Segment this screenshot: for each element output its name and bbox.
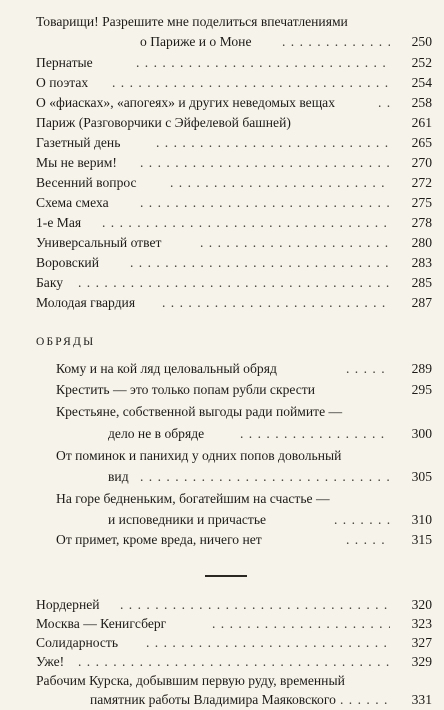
- toc-entry: [0, 614, 444, 634]
- toc-entry: [0, 113, 444, 133]
- toc-entry: [0, 652, 444, 672]
- toc-entry-title: Кому и на кой ляд целовальный обряд: [56, 361, 277, 376]
- toc-entry-title: Пернатые: [36, 55, 93, 70]
- toc-entry: [0, 595, 444, 615]
- leader-dots: [136, 53, 390, 73]
- toc-entry-page: 287: [411, 295, 432, 310]
- toc-entry-title: О «фиасках», «апогеях» и других неведомых вещах: [36, 95, 335, 110]
- toc-entry-title: Схема смеха: [36, 195, 109, 210]
- toc-entry-title: Баку: [36, 275, 64, 290]
- leader-dots: [120, 595, 390, 615]
- toc-entry-page: 320: [411, 597, 432, 612]
- toc-entry-title: Москва — Кенигсберг: [36, 616, 167, 631]
- toc-entry: [0, 424, 444, 444]
- toc-entry: [0, 293, 444, 313]
- leader-dots: [140, 193, 390, 213]
- toc-entry: [0, 213, 444, 233]
- toc-entry: [0, 633, 444, 653]
- toc-entry: [0, 530, 444, 550]
- toc-entry-page: 280: [411, 235, 432, 250]
- toc-entry-title: Солидарность: [36, 635, 119, 650]
- toc-entry: [0, 173, 444, 193]
- toc-entry-title: Воровский: [36, 255, 99, 270]
- toc-entry-title-line1: Рабочим Курска, добывшим первую руду, временный: [36, 673, 345, 688]
- leader-dots: [162, 293, 390, 313]
- toc-entry-page: 270: [411, 155, 432, 170]
- toc-entry-title: и исповедники и причастье: [108, 512, 267, 527]
- toc-entry-page: 331: [411, 692, 432, 707]
- leader-dots: [200, 233, 390, 253]
- toc-entry: [0, 233, 444, 253]
- toc-entry-page: 329: [411, 654, 432, 669]
- toc-entry: [0, 73, 444, 93]
- leader-dots: [346, 359, 390, 379]
- leader-dots: [378, 93, 390, 113]
- leader-dots: [212, 614, 390, 634]
- toc-entry-page: 315: [411, 532, 432, 547]
- toc-entry-title: о Париже и о Моне: [140, 34, 252, 49]
- toc-entry: [0, 93, 444, 113]
- toc-entry-page: 300: [411, 426, 432, 441]
- toc-entry-title: Универсальный ответ: [36, 235, 162, 250]
- toc-entry-first-line: [0, 671, 444, 691]
- toc-entry-title: Молодая гвардия: [36, 295, 136, 310]
- leader-dots: [140, 153, 390, 173]
- leader-dots: [78, 273, 390, 293]
- toc-entry-title: Нордерней: [36, 597, 100, 612]
- toc-entry: [0, 133, 444, 153]
- section-heading-rites: ОБРЯДЫ: [36, 336, 96, 348]
- leader-dots: [240, 424, 390, 444]
- leader-dots: [156, 133, 390, 153]
- toc-entry-title: Мы не верим!: [36, 155, 117, 170]
- toc-entry-title: Париж (Разговорчики с Эйфелевой башней): [36, 115, 291, 130]
- toc-entry: [0, 690, 444, 710]
- toc-entry-page: 275: [411, 195, 432, 210]
- toc-entry-title: вид: [108, 469, 129, 484]
- toc-entry-title: От примет, кроме вреда, ничего нет: [56, 532, 262, 547]
- toc-entry-title-line1: Крестьяне, собственной выгоды ради поймите —: [56, 404, 343, 419]
- leader-dots: [340, 690, 390, 710]
- toc-entry-title-line1: На горе бедненьким, богатейшим на счастье —: [56, 491, 330, 506]
- toc-entry: [0, 510, 444, 530]
- toc-entry: [0, 380, 444, 400]
- toc-entry-page: 310: [411, 512, 432, 527]
- toc-entry-title-line1: От поминок и панихид у одних попов довольный: [56, 448, 342, 463]
- separator-rule: [205, 575, 247, 577]
- toc-entry-first-line: [0, 489, 444, 509]
- leader-dots: [140, 467, 390, 487]
- toc-entry-first-line: [0, 402, 444, 422]
- toc-entry-title: памятник работы Владимира Маяковского: [90, 692, 336, 707]
- toc-entry: [0, 193, 444, 213]
- toc-entry-page: 285: [411, 275, 432, 290]
- toc-entry: [0, 253, 444, 273]
- toc-entry: [0, 273, 444, 293]
- leader-dots: [334, 510, 390, 530]
- toc-entry-first-line: [0, 12, 444, 32]
- toc-entry-page: 295: [411, 382, 432, 397]
- leader-dots: [146, 633, 390, 653]
- toc-entry-page: 252: [411, 55, 432, 70]
- toc-entry-page: 278: [411, 215, 432, 230]
- toc-entry-page: 254: [411, 75, 432, 90]
- toc-entry-page: 327: [411, 635, 432, 650]
- toc-entry-page: 265: [411, 135, 432, 150]
- toc-entry: [0, 153, 444, 173]
- toc-entry: [0, 359, 444, 379]
- leader-dots: [102, 213, 390, 233]
- toc-entry-title: Крестить — это только попам рубли скрести: [56, 382, 315, 397]
- toc-entry-title: Весенний вопрос: [36, 175, 137, 190]
- toc-entry-page: 258: [411, 95, 432, 110]
- toc-entry-page: 250: [411, 34, 432, 49]
- toc-entry-page: 261: [411, 115, 432, 130]
- toc-entry: [0, 53, 444, 73]
- toc-entry-title: О поэтах: [36, 75, 89, 90]
- toc-entry: [0, 467, 444, 487]
- toc-entry-first-line: [0, 446, 444, 466]
- toc-entry-page: 283: [411, 255, 432, 270]
- toc-entry-page: 289: [411, 361, 432, 376]
- leader-dots: [130, 253, 390, 273]
- toc-entry-title: 1-е Мая: [36, 215, 82, 230]
- toc-entry-page: 323: [411, 616, 432, 631]
- leader-dots: [78, 652, 390, 672]
- toc-entry-title-line1: Товарищи! Разрешите мне поделиться впечатлениями: [36, 14, 348, 29]
- toc-entry-page: 305: [411, 469, 432, 484]
- leader-dots: [346, 530, 390, 550]
- toc-entry-title: дело не в обряде: [108, 426, 205, 441]
- toc-entry-title: Уже!: [36, 654, 65, 669]
- leader-dots: [170, 173, 390, 193]
- leader-dots: [112, 73, 390, 93]
- leader-dots: [282, 32, 390, 52]
- toc-entry: [0, 32, 444, 52]
- toc-entry-title: Газетный день: [36, 135, 121, 150]
- toc-entry-page: 272: [411, 175, 432, 190]
